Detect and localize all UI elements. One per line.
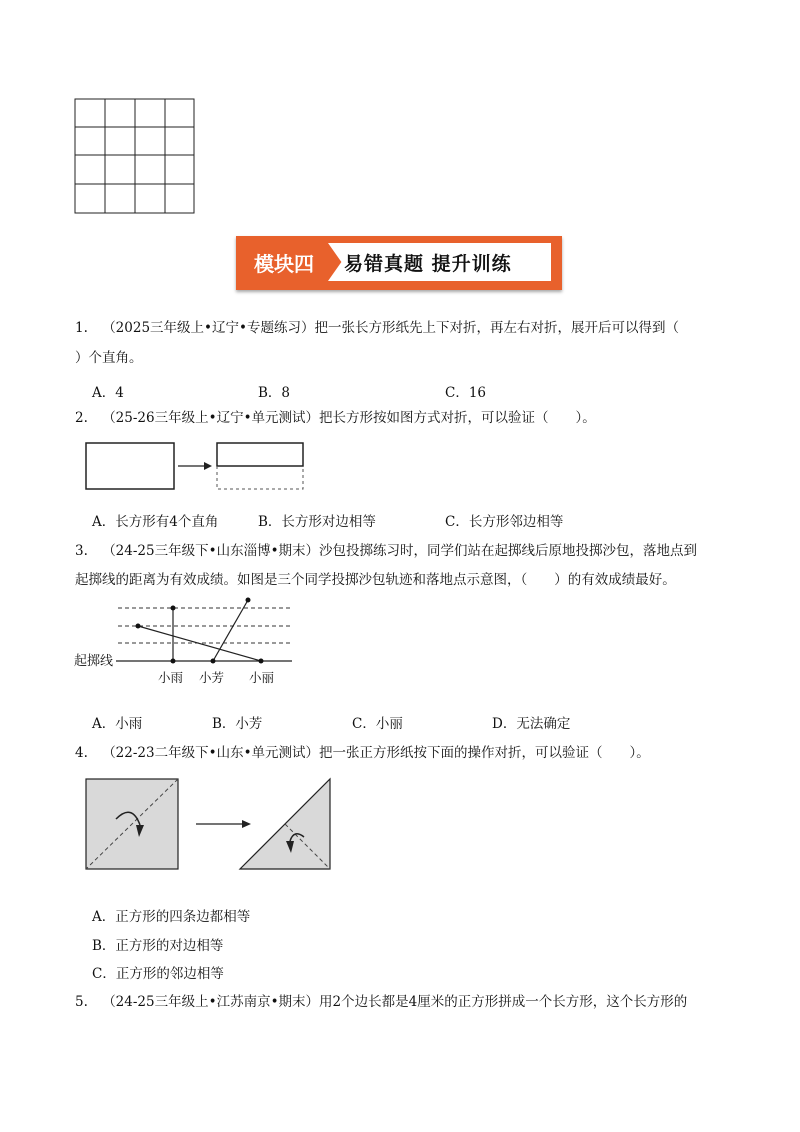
question-3-line2 — [75, 566, 735, 594]
question-text: （25-26三年级上•辽宁•单元测试）把长方形按如图方式对折，可以验证（ ）。 — [102, 410, 596, 426]
option-d[interactable]: D．无法确定 — [492, 716, 571, 732]
option-b[interactable]: B．小芳 — [212, 716, 263, 732]
question-3 — [75, 537, 735, 565]
option-c[interactable]: C．16 — [445, 385, 487, 401]
baseline-label: 起掷线 — [74, 654, 114, 669]
question-text: （24-25三年级上•江苏南京•期末）用2个边长都是4厘米的正方形拼成一个长方形，这个长方形的 — [102, 994, 688, 1010]
option-a[interactable]: A．4 — [92, 385, 124, 401]
option-c[interactable]: C．长方形邻边相等 — [445, 514, 564, 530]
question-5 — [75, 988, 735, 1016]
option-b[interactable]: B．长方形对边相等 — [258, 514, 376, 530]
question-number: 3. — [75, 543, 88, 559]
option-b[interactable]: B．8 — [258, 385, 291, 401]
question-text: ）个直角。 — [75, 350, 143, 366]
option-c[interactable]: C．正方形的邻边相等 — [92, 966, 224, 982]
question-text: （22-23二年级下•山东•单元测试）把一张正方形纸按下面的操作对折，可以验证（ ）。 — [102, 745, 650, 761]
square-fold-figure — [84, 777, 336, 873]
question-number: 4. — [75, 745, 88, 761]
banner-title: 易错真题 提升训练 — [344, 253, 512, 275]
option-a[interactable]: A．长方形有4个直角 — [92, 514, 219, 530]
question-text: （24-25三年级下•山东淄博•期末）沙包投掷练习时，同学们站在起掷线后原地投掷沙包，落地点到 — [102, 543, 698, 559]
option-a[interactable]: A．小雨 — [92, 716, 143, 732]
banner-module-label: 模块四 — [254, 252, 314, 276]
question-2 — [75, 404, 735, 432]
section-banner — [236, 236, 562, 290]
label-xiaoli: 小丽 — [249, 670, 275, 684]
question-number: 2. — [75, 410, 88, 426]
label-xiaoyu: 小雨 — [158, 670, 184, 684]
option-a[interactable]: A．正方形的四条边都相等 — [92, 909, 251, 925]
question-1 — [75, 314, 735, 342]
rectangle-fold-figure — [84, 441, 308, 493]
label-xiaofang: 小芳 — [199, 670, 225, 684]
grid-figure — [74, 98, 196, 216]
question-1-line2 — [75, 344, 735, 372]
throw-figure — [72, 592, 297, 684]
question-text: （2025三年级上•辽宁•专题练习）把一张长方形纸先上下对折，再左右对折，展开后可以得到（ — [102, 320, 679, 336]
question-number: 1. — [75, 320, 88, 336]
option-b[interactable]: B．正方形的对边相等 — [92, 938, 224, 954]
question-number: 5. — [75, 994, 88, 1010]
question-text: 起掷线的距离为有效成绩。如图是三个同学投掷沙包轨迹和落地点示意图，（ ）的有效成绩最好。 — [75, 572, 676, 588]
option-c[interactable]: C．小丽 — [352, 716, 403, 732]
question-4 — [75, 739, 735, 767]
